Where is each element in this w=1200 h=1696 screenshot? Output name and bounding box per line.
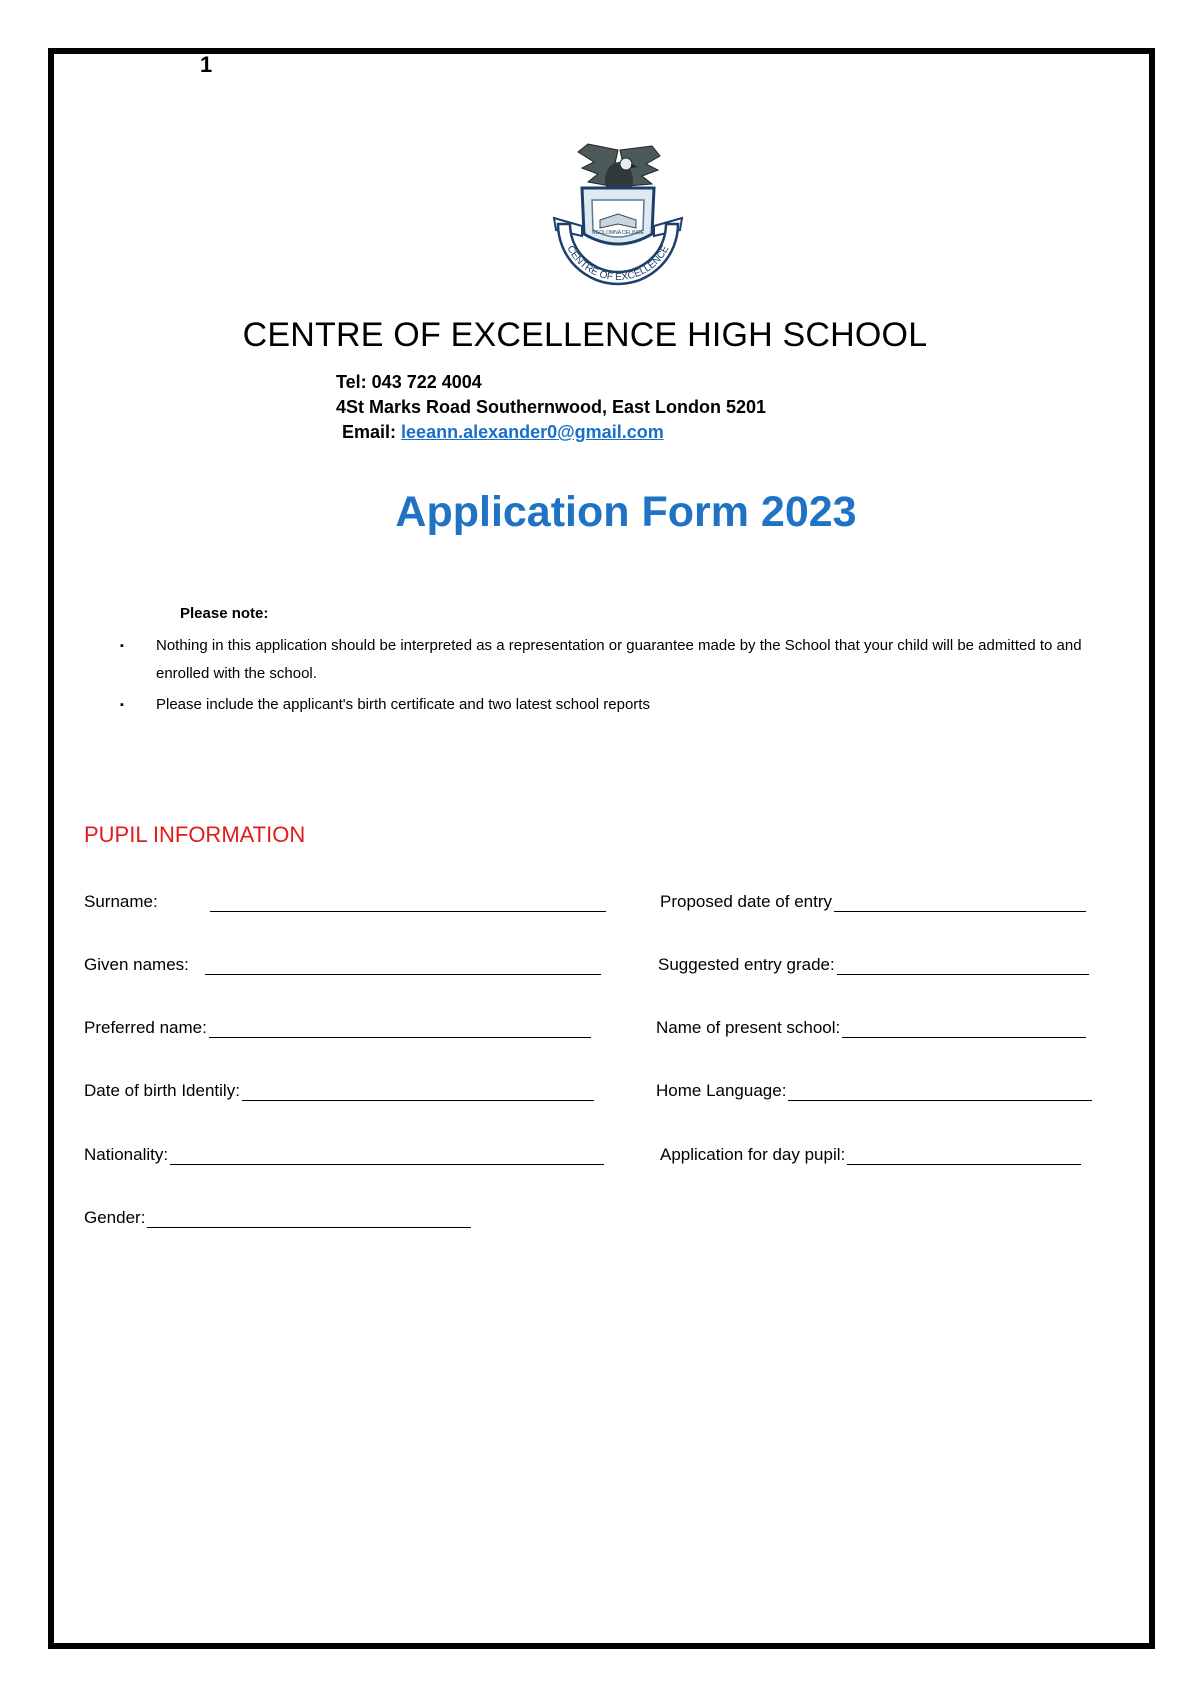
- field-nationality: [84, 1141, 604, 1165]
- date-of-birth-input-line[interactable]: [242, 1080, 594, 1101]
- note-heading: Please note:: [180, 605, 269, 622]
- school-crest-logo: [548, 142, 688, 292]
- notes-list: [120, 632, 1120, 722]
- field-label: Application for day pupil:: [660, 1145, 846, 1164]
- field-date-of-birth: [84, 1077, 594, 1101]
- field-application-for-day-pupil: [660, 1141, 1081, 1165]
- field-home-language: [656, 1077, 1092, 1101]
- nationality-input-line[interactable]: [170, 1144, 604, 1165]
- proposed-date-input-line[interactable]: [834, 891, 1086, 912]
- field-name-of-present-school: [656, 1014, 1086, 1038]
- school-tel: Tel: 043 722 4004: [336, 372, 482, 392]
- field-suggested-entry-grade: [658, 951, 1089, 975]
- school-name: CENTRE OF EXCELLENCE HIGH SCHOOL: [242, 316, 928, 354]
- field-proposed-date-of-entry: [660, 888, 1086, 912]
- field-label: Home Language:: [656, 1081, 787, 1100]
- entry-grade-input-line[interactable]: [837, 954, 1089, 975]
- field-gender: [84, 1204, 471, 1228]
- field-label: Name of present school:: [656, 1018, 841, 1037]
- field-label: Preferred name:: [84, 1018, 207, 1037]
- field-surname: [84, 888, 606, 912]
- gender-input-line[interactable]: [147, 1207, 471, 1228]
- home-language-input-line[interactable]: [788, 1080, 1092, 1101]
- page-number: 1: [200, 52, 213, 77]
- form-title: Application Form 2023: [395, 488, 857, 536]
- field-label: Given names:: [84, 955, 189, 974]
- email-link[interactable]: leeann.alexander0@gmail.com: [401, 422, 664, 442]
- surname-input-line[interactable]: [210, 891, 606, 912]
- school-contact: [336, 370, 766, 445]
- preferred-name-input-line[interactable]: [209, 1017, 591, 1038]
- present-school-input-line[interactable]: [842, 1017, 1086, 1038]
- field-label: Suggested entry grade:: [658, 955, 835, 974]
- crest-text-bottom: CENTRE OF EXCELLENCE: [564, 243, 672, 284]
- field-label: Proposed date of entry: [660, 892, 833, 911]
- field-label: Surname:: [84, 892, 158, 911]
- note-item: ▪ Nothing in this application should be interpreted as a representation or guarantee made by the School that your child will be admitted to and enrolled with the school.: [120, 632, 1120, 688]
- field-label: Nationality:: [84, 1145, 169, 1164]
- field-label: Date of birth Identily:: [84, 1081, 240, 1100]
- given-names-input-line[interactable]: [205, 954, 601, 975]
- crest-text-top: NGOLOMNA DELINGE: [591, 230, 645, 236]
- school-email-row: [336, 420, 766, 445]
- note-item: ▪ Please include the applicant's birth certificate and two latest school reports: [120, 691, 1120, 719]
- field-given-names: [84, 951, 601, 975]
- day-pupil-input-line[interactable]: [847, 1144, 1081, 1165]
- email-label: Email:: [342, 422, 397, 442]
- school-address: 4St Marks Road Southernwood, East London 5201: [336, 397, 767, 417]
- section-title-pupil-information: PUPIL INFORMATION: [84, 822, 306, 847]
- field-preferred-name: [84, 1014, 591, 1038]
- field-label: Gender:: [84, 1208, 146, 1227]
